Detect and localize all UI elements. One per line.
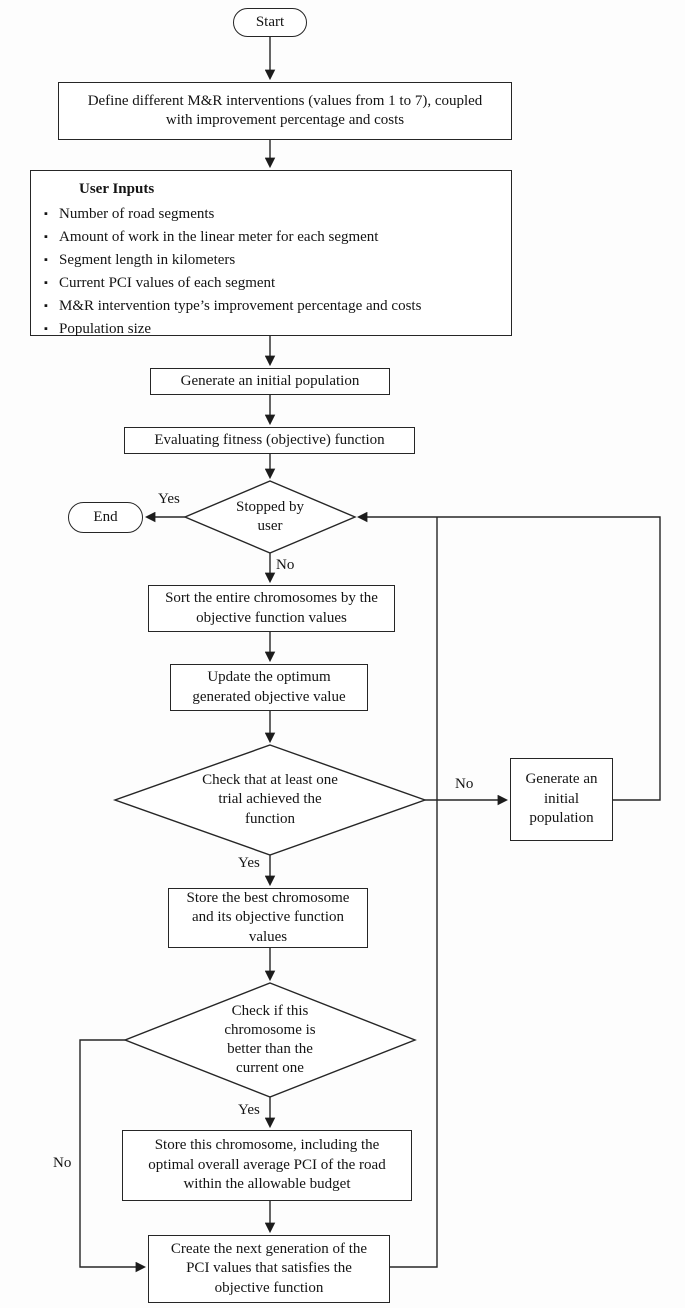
node-user-inputs [30,170,512,336]
list-item: ▪ Number of road segments [43,203,503,226]
list-item: ▪ Segment length in kilometers [43,249,503,272]
list-item: ▪ M&R intervention type’s improvement percentage and costs [43,295,503,318]
node-start: Start [233,8,307,37]
node-end: End [68,502,143,533]
edge-label-better-yes: Yes [238,1102,260,1118]
node-store-best-chromosome: Store the best chromosome and its objective function values [168,888,368,948]
decision-check-trial-label: Check that at least one trial achieved the function [202,772,338,827]
list-item: ▪ Current PCI values of each segment [43,272,503,295]
edge-label-stopped-no: No [276,557,295,573]
node-evaluate-fitness: Evaluating fitness (objective) function [124,427,415,454]
edge-label-trial-no: No [455,776,474,792]
decision-stopped-by-user-label: Stopped by user [236,498,304,534]
edge-label-better-no: No [53,1155,72,1171]
edge-label-stopped-yes: Yes [158,491,180,507]
user-inputs-title: User Inputs [79,181,155,197]
node-define-interventions: Define different M&R interventions (values from 1 to 7), coupled with improvement percentage and costs [58,82,512,140]
node-create-next-generation: Create the next generation of the PCI values that satisfies the objective function [148,1235,390,1303]
edge-label-trial-yes: Yes [238,855,260,871]
user-inputs-list [43,203,503,341]
node-store-this-chromosome: Store this chromosome, including the optimal overall average PCI of the road within the allowable budget [122,1130,412,1201]
node-update-optimum: Update the optimum generated objective value [170,664,368,711]
node-sort-chromosomes: Sort the entire chromosomes by the objective function values [148,585,395,632]
node-generate-initial-population-right: Generate an initial population [510,758,613,841]
decision-check-better-label: Check if this chromosome is better than the current one [224,1002,316,1077]
node-generate-initial-population: Generate an initial population [150,368,390,395]
list-item: ▪ Population size [43,318,503,341]
list-item: ▪ Amount of work in the linear meter for each segment [43,226,503,249]
